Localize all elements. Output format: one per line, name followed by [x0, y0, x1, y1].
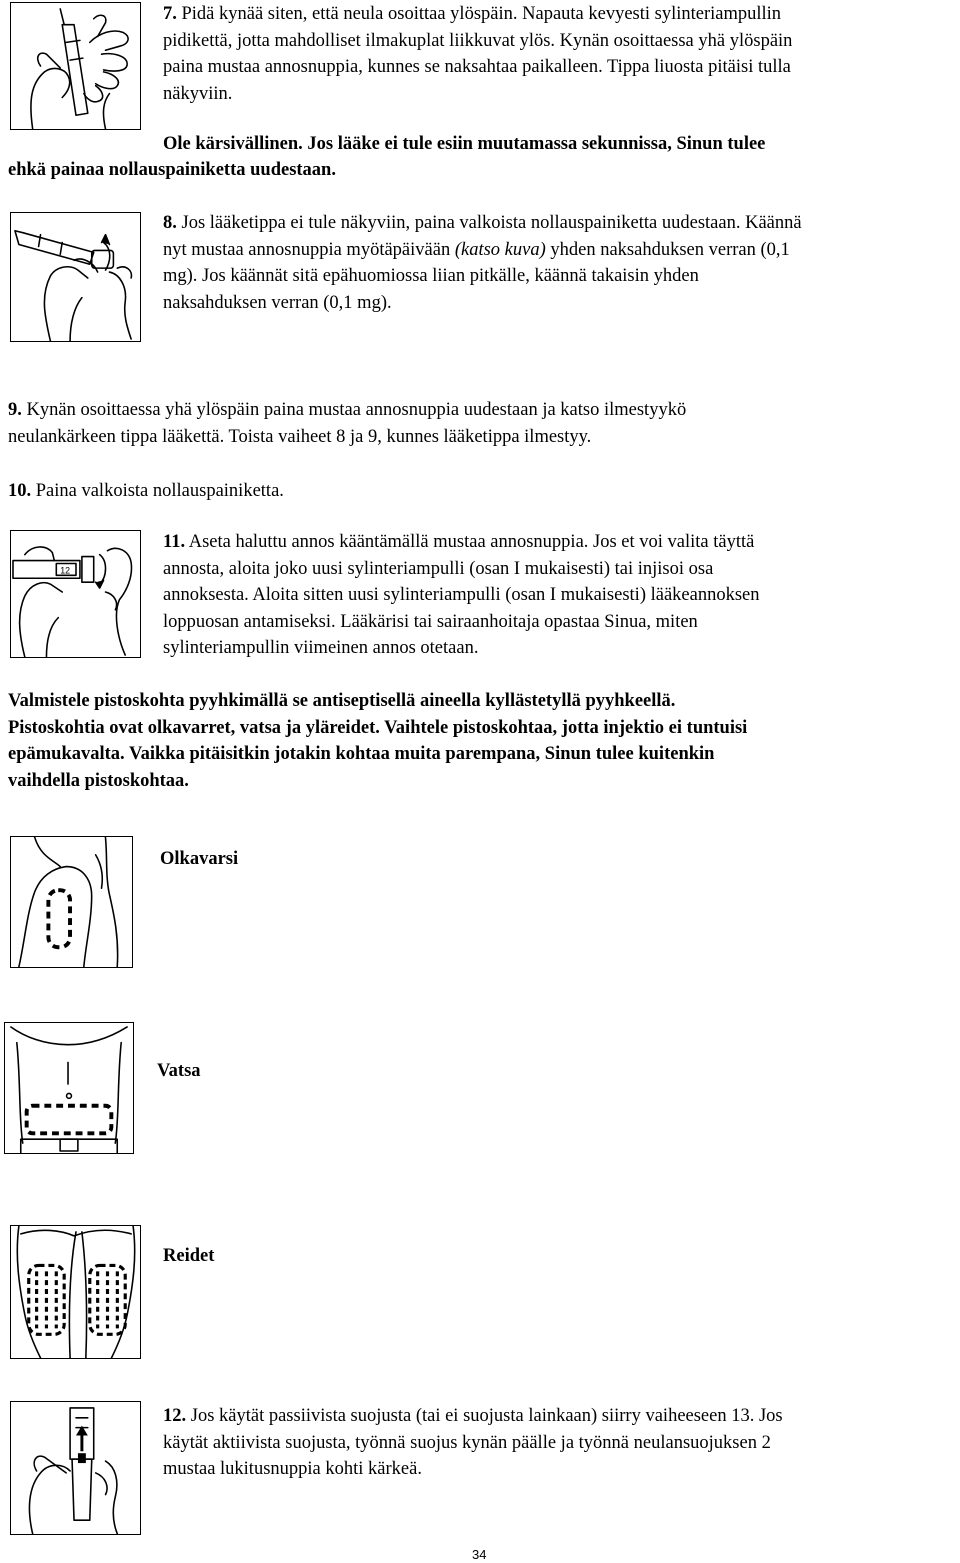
- step8-line2-a: nyt mustaa annosnuppia myötäpäivään: [163, 239, 455, 260]
- step7-number: 7.: [163, 4, 177, 24]
- step11-illustration: [10, 530, 141, 658]
- step9-text: [8, 397, 953, 450]
- step7-text: [163, 1, 953, 107]
- dial-turn-clockwise-icon: [11, 213, 140, 341]
- step11-line1: Aseta haluttu annos kääntämällä mustaa annosnuppia. Jos et voi valita täyttä: [188, 532, 755, 552]
- step7-illustration: [10, 2, 141, 130]
- step8-line2-b: yhden naksahduksen verran (0,1: [545, 239, 790, 260]
- step7-line4: näkyviin.: [163, 83, 233, 104]
- step7-line3: paina mustaa annosnuppia, kunnes se naksahtaa paikalleen. Tippa liuosta pitäisi tulla: [163, 57, 791, 77]
- abdomen-illustration: [4, 1022, 134, 1154]
- step9-number: 9.: [8, 400, 22, 420]
- step11-line5: sylinteriampullin viimeinen annos otetaan.: [163, 638, 479, 658]
- upper-arm-site-icon: [11, 837, 132, 967]
- step12-text: [163, 1403, 953, 1483]
- step11-text: [163, 529, 953, 662]
- step8-illustration: [10, 212, 141, 342]
- step11-line3: annoksesta. Aloita sitten uusi sylinteriampulli (osan I mukaisesti) lääkeannoksen: [163, 585, 760, 605]
- upper-arm-illustration: [10, 836, 133, 968]
- step8-line3: mg). Jos käännät sitä epähuomiossa liian pitkälle, käännä takaisin yhden: [163, 266, 699, 286]
- step8-line1: Jos lääketippa ei tule näkyviin, paina valkoista nollauspainiketta uudestaan. Käännä: [181, 213, 802, 233]
- step7-bold-line-b: ehkä painaa nollauspainiketta uudestaan.: [8, 160, 336, 180]
- site-upper-arm-label: Olkavarsi: [160, 849, 239, 869]
- prep-line2: Pistoskohtia ovat olkavarret, vatsa ja yläreidet. Vaihtele pistoskohtaa, jotta injektio ei tuntuisi: [8, 717, 748, 738]
- step7-line2: pidikettä, jotta mahdolliset ilmakuplat liikkuvat ylös. Kynän osoittaessa yhä ylöspäin: [163, 30, 793, 51]
- needle-shield-lock-icon: [11, 1402, 140, 1534]
- step11-number: 11.: [163, 532, 186, 552]
- step12-line3: mustaa lukitusnuppia kohti kärkeä.: [163, 1459, 422, 1479]
- step7-line1: Pidä kynää siten, että neula osoittaa ylöspäin. Napauta kevyesti sylinteriampullin: [181, 4, 782, 24]
- step10-text: [8, 478, 953, 505]
- step11-line2: annosta, aloita joko uusi sylinteriampulli (osan I mukaisesti) tai injisoi osa: [163, 558, 714, 579]
- step12-line2: käytät aktiivista suojusta, työnnä suojus kynän päälle ja työnnä neulansuojuksen 2: [163, 1432, 771, 1453]
- step9-line2: neulankärkeen tippa lääkettä. Toista vaiheet 8 ja 9, kunnes lääketippa ilmestyy.: [8, 426, 592, 447]
- step8-line4: naksahduksen verran (0,1 mg).: [163, 292, 392, 313]
- prep-line3: epämukavalta. Vaikka pitäisitkin jotakin kohtaa muita parempana, Sinun tulee kuitenkin: [8, 744, 715, 764]
- step11-line4: loppuosan antamiseksi. Lääkärisi tai sairaanhoitaja opastaa Sinua, miten: [163, 611, 698, 632]
- step9-line1: Kynän osoittaessa yhä ylöspäin paina mustaa annosnuppia uudestaan ja katso ilmestyykö: [26, 400, 687, 420]
- step8-text: [163, 210, 953, 316]
- prep-line4: vaihdella pistoskohtaa.: [8, 770, 189, 791]
- step10-line1: Paina valkoista nollauspainiketta.: [35, 481, 284, 501]
- prep-paragraph: [8, 688, 953, 794]
- abdomen-site-icon: [5, 1023, 133, 1153]
- dose-window-number: 12: [60, 565, 71, 576]
- prep-line1: Valmistele pistoskohta pyyhkimällä se antiseptisellä aineella kyllästetyllä pyyhkeellä.: [8, 691, 676, 711]
- step8-line2-italic: (katso kuva): [454, 239, 546, 260]
- pen-upright-tap-icon: [11, 3, 140, 129]
- thighs-illustration: [10, 1225, 141, 1359]
- thighs-site-icon: [11, 1226, 140, 1358]
- step12-illustration: [10, 1401, 141, 1535]
- step7-bold-line-a: Ole kärsivällinen. Jos lääke ei tule esiin muutamassa sekunnissa, Sinun tulee: [163, 134, 766, 154]
- step10-number: 10.: [8, 481, 32, 501]
- site-thighs-label: Reidet: [163, 1246, 215, 1266]
- step8-number: 8.: [163, 213, 177, 233]
- dose-dial-setting-icon: [11, 531, 140, 657]
- step12-number: 12.: [163, 1406, 187, 1426]
- site-abdomen-label: Vatsa: [157, 1061, 201, 1081]
- step12-line1: Jos käytät passiivista suojusta (tai ei suojusta lainkaan) siirry vaiheeseen 13. Jos: [190, 1406, 783, 1426]
- page-number: 34: [472, 1547, 487, 1562]
